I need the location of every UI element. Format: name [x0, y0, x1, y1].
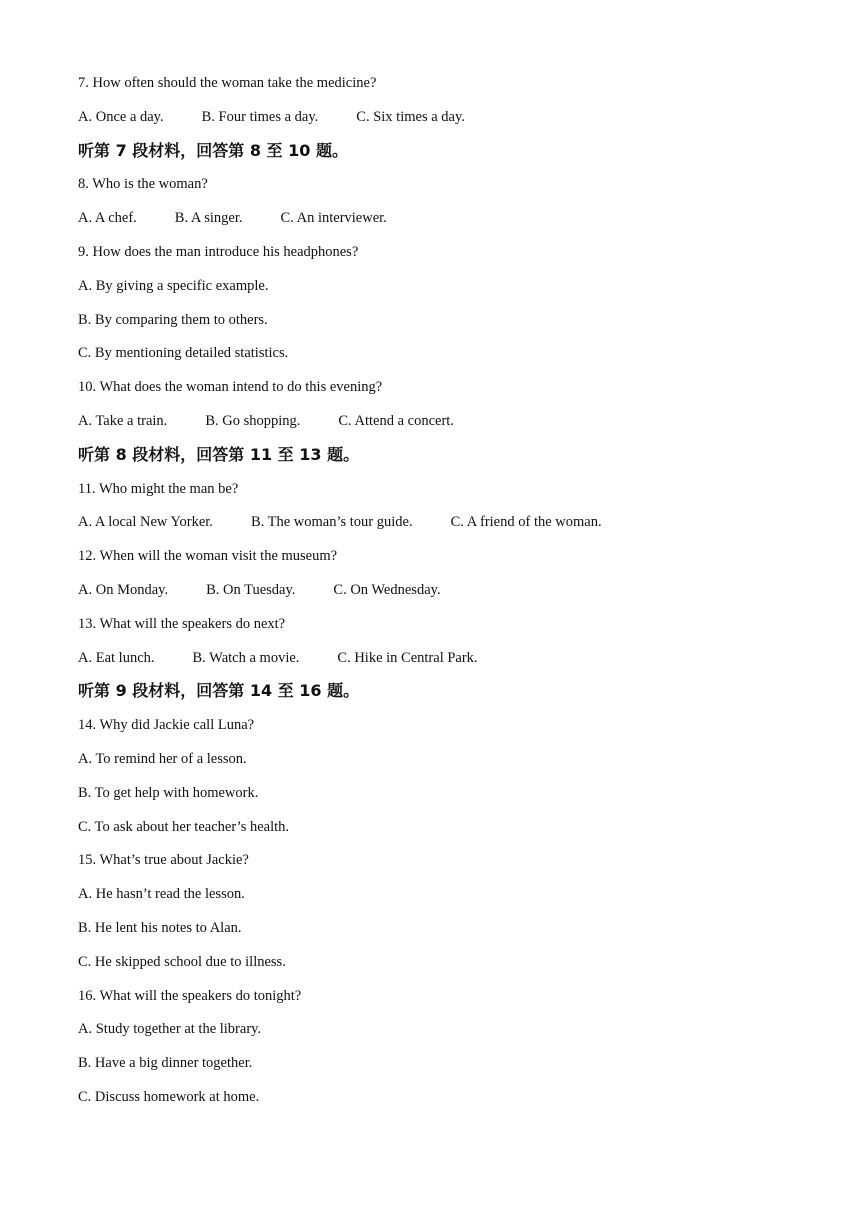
question-text: 14. Why did Jackie call Luna?: [78, 717, 255, 734]
question-text: 10. What does the woman intend to do this evening?: [78, 379, 383, 396]
question-text: 7. How often should the woman take the medicine?: [78, 75, 377, 91]
question-text: 8. Who is the woman?: [78, 176, 208, 193]
question-text: 11. Who might the man be?: [78, 480, 239, 497]
option-line: C. Discuss homework at home.: [78, 1088, 260, 1105]
options-row: [78, 647, 778, 681]
option-a: A. Once a day.: [78, 108, 164, 125]
option-line: B. Have a big dinner together.: [78, 1055, 253, 1072]
option-b: B. Watch a movie.: [192, 649, 300, 666]
option-b: B. On Tuesday.: [206, 581, 296, 598]
option-b: B. Go shopping.: [205, 412, 301, 429]
question-text: 13. What will the speakers do next?: [78, 615, 286, 632]
option-c: C. On Wednesday.: [333, 581, 441, 598]
option-a: A. Eat lunch.: [78, 649, 155, 666]
option-line: C. He skipped school due to illness.: [78, 953, 286, 970]
options-row: [78, 207, 778, 241]
option-b: B. The woman’s tour guide.: [250, 514, 413, 531]
option-line: B. To get help with homework.: [78, 784, 259, 801]
option-a: A. On Monday.: [78, 581, 169, 598]
option-line: A. By giving a specific example.: [78, 277, 269, 294]
option-line: B. By comparing them to others.: [78, 311, 268, 328]
option-line: A. He hasn’t read the lesson.: [78, 886, 245, 903]
option-c: C. Attend a concert.: [338, 412, 454, 429]
option-a: A. A local New Yorker.: [78, 514, 213, 531]
option-line: A. Study together at the library.: [78, 1021, 262, 1038]
option-line: C. By mentioning detailed statistics.: [78, 345, 289, 362]
option-a: A. A chef.: [78, 210, 137, 227]
option-c: C. Six times a day.: [356, 108, 465, 125]
question-text: 16. What will the speakers do tonight?: [78, 987, 302, 1004]
option-line: A. To remind her of a lesson.: [78, 750, 247, 767]
option-line: B. He lent his notes to Alan.: [78, 919, 242, 936]
option-line: C. To ask about her teacher’s health.: [78, 818, 290, 835]
options-row: [78, 511, 778, 545]
section-heading: 听第 7 段材料，回答第 8 至 10 题。: [78, 140, 348, 160]
section-heading: 听第 8 段材料，回答第 11 至 13 题。: [78, 444, 360, 464]
option-b: B. Four times a day.: [201, 108, 319, 125]
option-b: B. A singer.: [174, 210, 243, 227]
option-a: A. Take a train.: [78, 412, 168, 429]
exam-page: [78, 72, 778, 1120]
section-heading: 听第 9 段材料，回答第 14 至 16 题。: [78, 681, 360, 701]
option-c: C. An interviewer.: [280, 210, 387, 227]
option-c: C. A friend of the woman.: [450, 514, 602, 531]
options-row: [78, 410, 778, 444]
question-text: 9. How does the man introduce his headphones?: [78, 243, 359, 260]
options-row: [78, 106, 778, 140]
option-c: C. Hike in Central Park.: [337, 649, 478, 666]
question-text: 12. When will the woman visit the museum?: [78, 548, 338, 565]
options-row: [78, 579, 778, 613]
question-text: 15. What’s true about Jackie?: [78, 852, 249, 869]
